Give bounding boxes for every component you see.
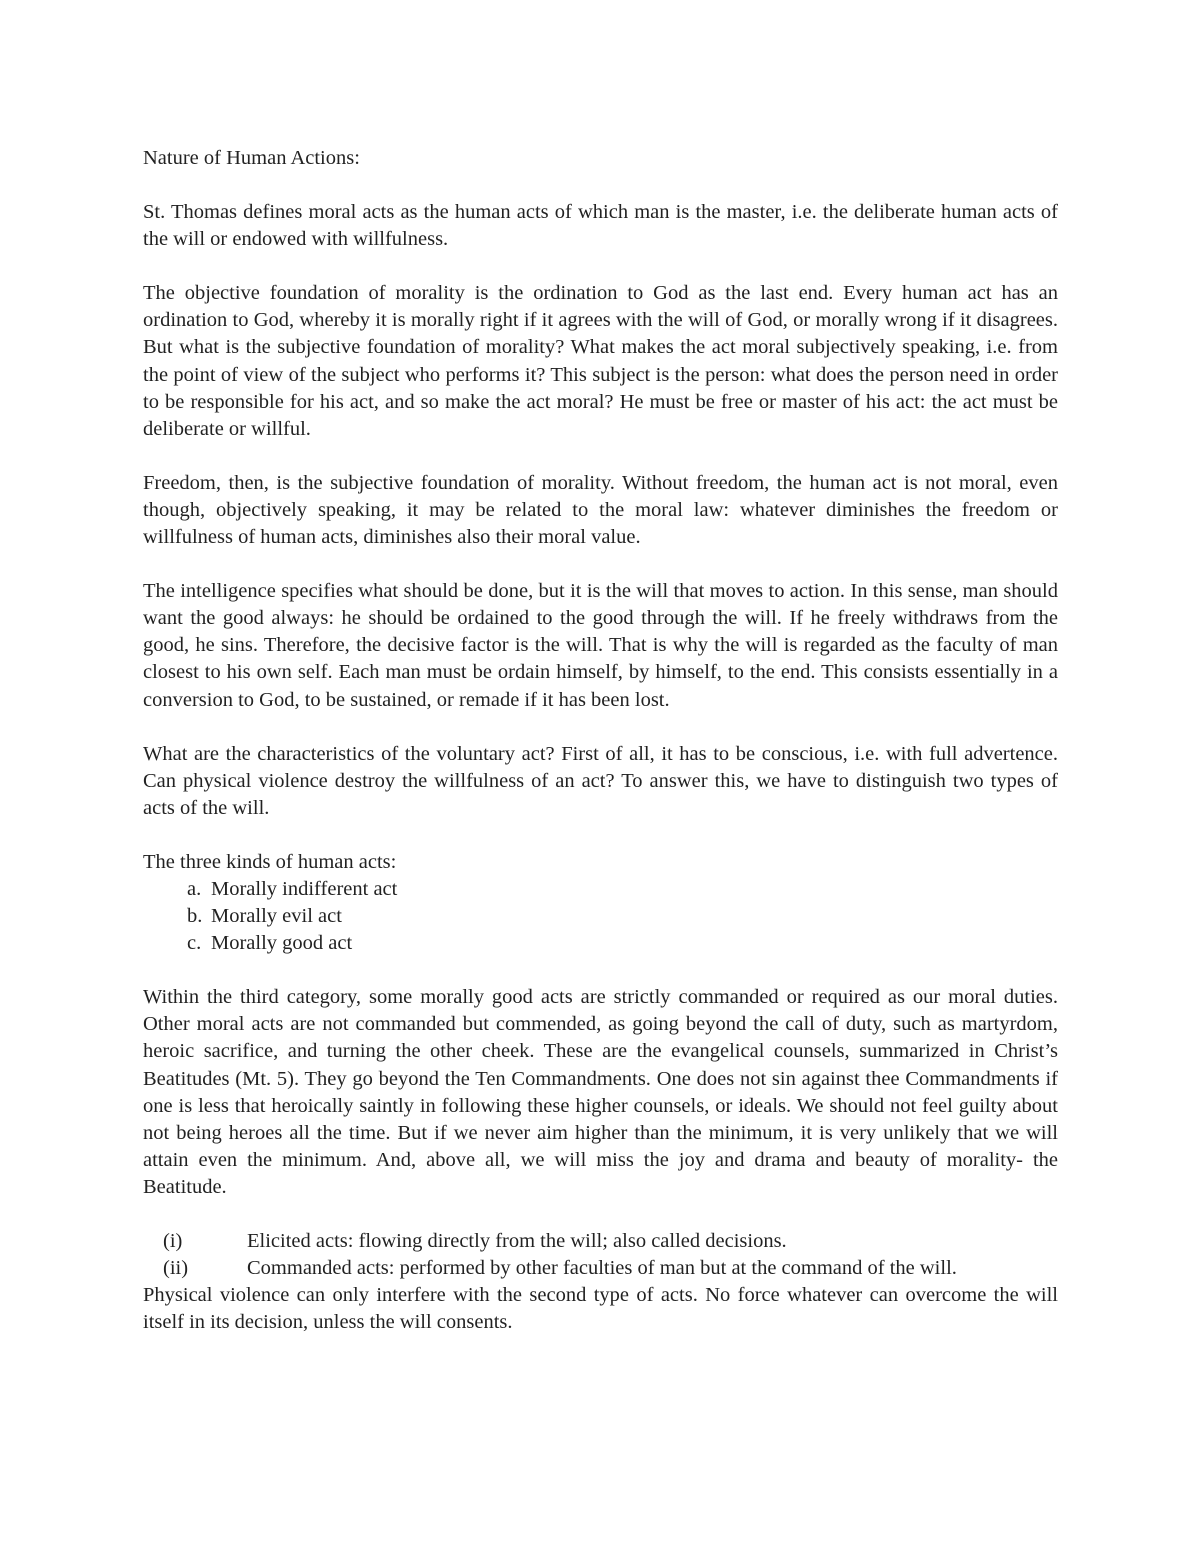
paragraph-closing: Physical violence can only interfere with the second type of acts. No force whatever can overcome the will itself in its decision, unless the will consents. — [143, 1284, 1058, 1334]
list-marker: (ii) — [163, 1257, 189, 1280]
list-item-text: Morally good act — [211, 932, 353, 955]
document-title: Nature of Human Actions: — [143, 147, 360, 169]
paragraph-freedom: Freedom, then, is the subjective foundation of morality. Without freedom, the human act is not moral, even though, objectively speaking, it may be related to the moral law: whatever diminishes the freedom or willfulness of human acts, diminishes also their moral value. — [143, 471, 1058, 549]
kinds-intro: The three kinds of human acts: — [143, 850, 397, 873]
list-item — [143, 903, 1058, 930]
paragraph-moral-acts: St. Thomas defines moral acts as the human acts of which man is the master, i.e. the deliberate human acts of the will or endowed with willfulness. — [143, 201, 1058, 251]
list-marker: (i) — [163, 1230, 183, 1252]
acts-list — [143, 1228, 1058, 1282]
list-item-text: Morally evil act — [211, 905, 342, 928]
paragraph-objective-foundation: The objective foundation of morality is the ordination to God as the last end. Every human act has an ordination to God, whereby it is morally right if it agrees with the will of God, or morally wrong if it disagrees. But what is the subjective foundation of morality? What makes the act moral subjectively speaking, i.e. from the point of view of the subject who performs it? This subject is the person: what does the person need in order to be responsible for his act, and so make the act moral? He must be free or master of his act: the act must be deliberate or willful. — [143, 282, 1058, 440]
list-item — [143, 876, 1058, 903]
list-item-text: Commanded acts: performed by other faculties of man but at the command of the will. — [247, 1257, 957, 1280]
paragraph-third-category: Within the third category, some morally good acts are strictly commanded or required as our moral duties. Other moral acts are not commanded but commended, as going beyond the call of duty, such as martyrdom, heroic sacrifice, and turning the other cheek. These are the evangelical counsels, summarized in Christ’s Beatitudes (Mt. 5). They go beyond the Ten Commandments. One does not sin against thee Commandments if one is less that heroically saintly in following these higher counsels, or ideals. We should not feel guilty about not being heroes all the time. But if we never aim higher than the minimum, it is very unlikely that we will attain even the minimum. And, above all, we will miss the joy and drama and beauty of morality- the Beatitude. — [143, 986, 1058, 1198]
paragraph-intelligence-will: The intelligence specifies what should be done, but it is the will that moves to action. In this sense, man should want the good always: he should be ordained to the good through the will. If he freely withdraws from the good, he sins. Therefore, the decisive factor is the will. That is why the will is regarded as the faculty of man closest to his own self. Each man must be ordain himself, by himself, to the end. This consists essentially in a conversion to God, to be sustained, or remade if it has been lost. — [143, 580, 1058, 711]
list-item — [143, 1255, 1058, 1282]
paragraph-voluntary-act: What are the characteristics of the voluntary act? First of all, it has to be conscious, i.e. with full advertence. Can physical violence destroy the willfulness of an act? To answer this, we have to distinguish two types of acts of the will. — [143, 742, 1058, 819]
list-marker: a. — [187, 877, 202, 900]
list-item — [143, 1228, 1058, 1255]
list-item-text: Elicited acts: flowing directly from the will; also called decisions. — [247, 1230, 787, 1252]
list-marker: c. — [187, 932, 202, 955]
list-item-text: Morally indifferent act — [211, 877, 398, 900]
kinds-list — [143, 876, 1058, 957]
document-page — [143, 145, 1058, 1336]
list-item — [143, 930, 1058, 957]
list-marker: b. — [187, 905, 203, 928]
